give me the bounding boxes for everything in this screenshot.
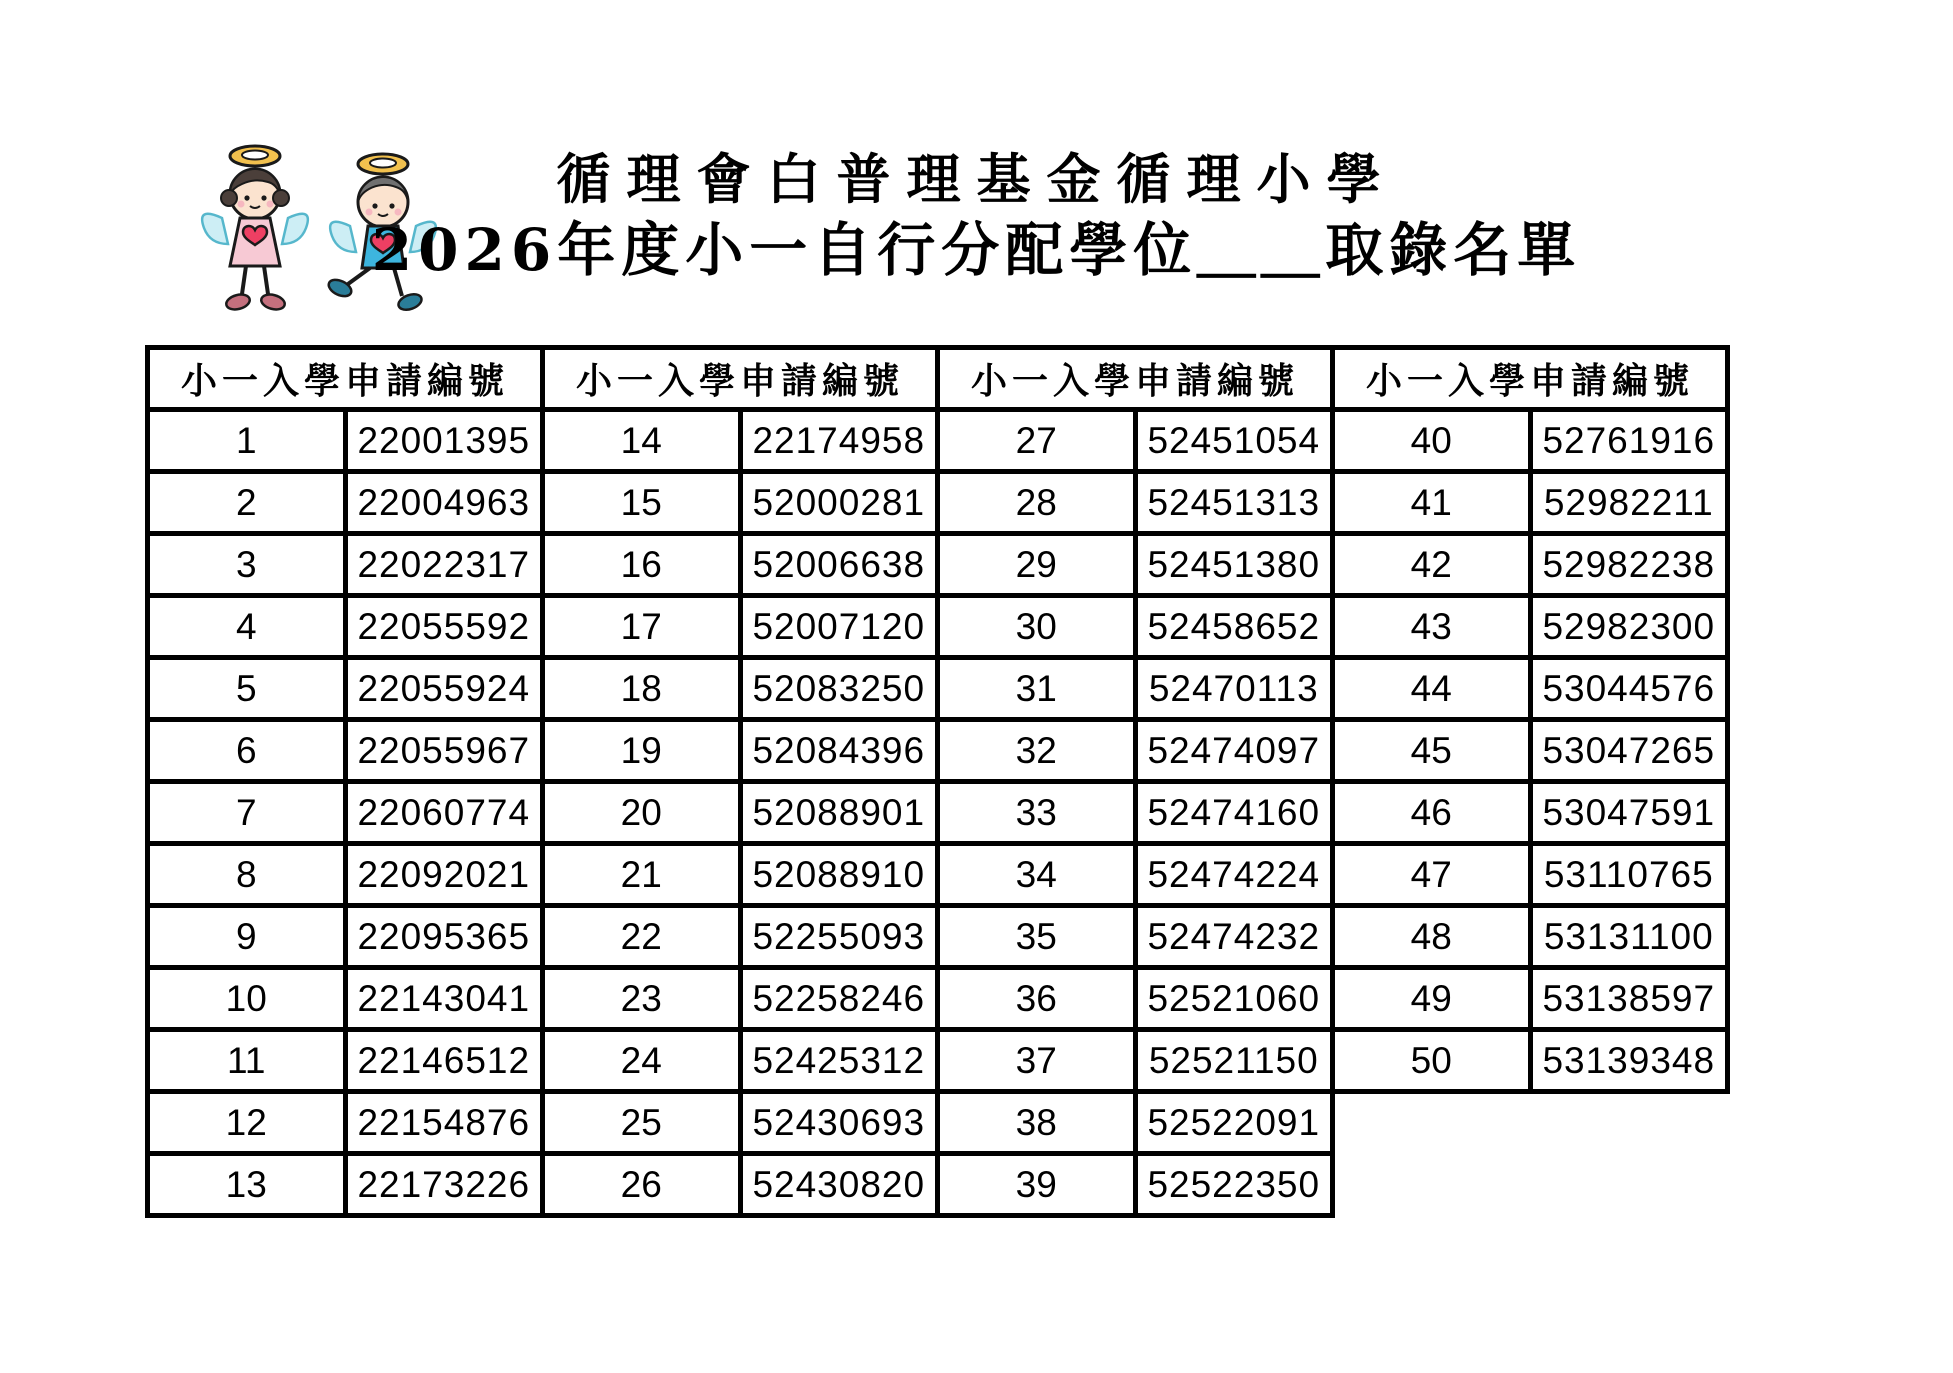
table-row bbox=[543, 1030, 938, 1092]
admission-table-group-2 bbox=[540, 345, 940, 1218]
serial-number-cell: 22 bbox=[543, 906, 741, 968]
table-row bbox=[148, 1154, 543, 1216]
application-number-cell: 53139348 bbox=[1530, 1030, 1728, 1092]
serial-number-cell: 31 bbox=[938, 658, 1136, 720]
table-row bbox=[938, 596, 1333, 658]
serial-number-cell: 21 bbox=[543, 844, 741, 906]
application-number-cell: 52521150 bbox=[1135, 1030, 1333, 1092]
table-row bbox=[1333, 410, 1728, 472]
application-number-cell: 22146512 bbox=[345, 1030, 543, 1092]
table-row bbox=[543, 1154, 938, 1216]
title-block bbox=[0, 147, 1953, 285]
table-row bbox=[148, 472, 543, 534]
table-row bbox=[148, 596, 543, 658]
table-row bbox=[148, 844, 543, 906]
application-number-cell: 52982238 bbox=[1530, 534, 1728, 596]
application-number-cell: 52430693 bbox=[740, 1092, 938, 1154]
table-row bbox=[1333, 906, 1728, 968]
table-row bbox=[938, 472, 1333, 534]
serial-number-cell: 47 bbox=[1333, 844, 1531, 906]
application-number-cell: 52982300 bbox=[1530, 596, 1728, 658]
serial-number-cell: 17 bbox=[543, 596, 741, 658]
table-row bbox=[148, 1030, 543, 1092]
application-number-cell: 52006638 bbox=[740, 534, 938, 596]
table-row bbox=[1333, 782, 1728, 844]
table-row bbox=[148, 534, 543, 596]
serial-number-cell: 32 bbox=[938, 720, 1136, 782]
application-number-cell: 22154876 bbox=[345, 1092, 543, 1154]
serial-number-cell: 14 bbox=[543, 410, 741, 472]
table-row bbox=[1333, 534, 1728, 596]
application-number-cell: 53110765 bbox=[1530, 844, 1728, 906]
application-number-cell: 52458652 bbox=[1135, 596, 1333, 658]
serial-number-cell: 38 bbox=[938, 1092, 1136, 1154]
application-number-cell: 52474232 bbox=[1135, 906, 1333, 968]
table-row bbox=[938, 1092, 1333, 1154]
serial-number-cell: 23 bbox=[543, 968, 741, 1030]
serial-number-cell: 13 bbox=[148, 1154, 346, 1216]
application-number-cell: 52474224 bbox=[1135, 844, 1333, 906]
application-number-cell: 22173226 bbox=[345, 1154, 543, 1216]
application-number-cell: 52451054 bbox=[1135, 410, 1333, 472]
table-row bbox=[543, 658, 938, 720]
page-title: 2026年度小一自行分配學位＿＿取錄名單 bbox=[371, 216, 1582, 285]
application-number-cell: 22060774 bbox=[345, 782, 543, 844]
table-row bbox=[148, 906, 543, 968]
serial-number-cell: 30 bbox=[938, 596, 1136, 658]
application-number-cell: 52470113 bbox=[1135, 658, 1333, 720]
table-row bbox=[148, 782, 543, 844]
application-number-cell: 52088910 bbox=[740, 844, 938, 906]
table-row bbox=[938, 534, 1333, 596]
serial-number-cell: 50 bbox=[1333, 1030, 1531, 1092]
table-row bbox=[1333, 658, 1728, 720]
application-number-cell: 52474097 bbox=[1135, 720, 1333, 782]
application-number-cell: 52088901 bbox=[740, 782, 938, 844]
serial-number-cell: 7 bbox=[148, 782, 346, 844]
application-number-cell: 53138597 bbox=[1530, 968, 1728, 1030]
table-row bbox=[938, 1154, 1333, 1216]
table-row bbox=[1333, 968, 1728, 1030]
application-number-cell: 52007120 bbox=[740, 596, 938, 658]
table-row bbox=[543, 720, 938, 782]
table-row bbox=[543, 410, 938, 472]
application-number-cell: 53047265 bbox=[1530, 720, 1728, 782]
table-row bbox=[938, 1030, 1333, 1092]
application-number-cell: 22092021 bbox=[345, 844, 543, 906]
serial-number-cell: 37 bbox=[938, 1030, 1136, 1092]
application-number-cell: 53044576 bbox=[1530, 658, 1728, 720]
application-number-cell: 22174958 bbox=[740, 410, 938, 472]
application-number-cell: 52761916 bbox=[1530, 410, 1728, 472]
table-row bbox=[938, 410, 1333, 472]
serial-number-cell: 11 bbox=[148, 1030, 346, 1092]
serial-number-cell: 19 bbox=[543, 720, 741, 782]
table-row bbox=[938, 658, 1333, 720]
application-number-cell: 22022317 bbox=[345, 534, 543, 596]
table-row bbox=[543, 844, 938, 906]
admission-table bbox=[145, 345, 1730, 1218]
application-number-cell: 52084396 bbox=[740, 720, 938, 782]
application-number-cell: 22095365 bbox=[345, 906, 543, 968]
serial-number-cell: 39 bbox=[938, 1154, 1136, 1216]
application-number-cell: 53047591 bbox=[1530, 782, 1728, 844]
serial-number-cell: 42 bbox=[1333, 534, 1531, 596]
serial-number-cell: 33 bbox=[938, 782, 1136, 844]
serial-number-cell: 46 bbox=[1333, 782, 1531, 844]
application-number-cell: 52430820 bbox=[740, 1154, 938, 1216]
admission-table-group-3 bbox=[935, 345, 1335, 1218]
admission-table-group-4 bbox=[1330, 345, 1730, 1094]
table-row bbox=[148, 968, 543, 1030]
application-number-cell: 22001395 bbox=[345, 410, 543, 472]
serial-number-cell: 8 bbox=[148, 844, 346, 906]
table-row bbox=[148, 410, 543, 472]
application-number-cell: 22055967 bbox=[345, 720, 543, 782]
serial-number-cell: 16 bbox=[543, 534, 741, 596]
serial-number-cell: 12 bbox=[148, 1092, 346, 1154]
table-row bbox=[543, 1092, 938, 1154]
admission-table-group-1 bbox=[145, 345, 545, 1218]
serial-number-cell: 41 bbox=[1333, 472, 1531, 534]
serial-number-cell: 6 bbox=[148, 720, 346, 782]
application-number-cell: 52255093 bbox=[740, 906, 938, 968]
serial-number-cell: 34 bbox=[938, 844, 1136, 906]
table-row bbox=[148, 1092, 543, 1154]
table-row bbox=[1333, 472, 1728, 534]
table-row bbox=[543, 968, 938, 1030]
table-row bbox=[1333, 596, 1728, 658]
serial-number-cell: 35 bbox=[938, 906, 1136, 968]
application-number-cell: 52451313 bbox=[1135, 472, 1333, 534]
application-number-cell: 53131100 bbox=[1530, 906, 1728, 968]
serial-number-cell: 24 bbox=[543, 1030, 741, 1092]
serial-number-cell: 18 bbox=[543, 658, 741, 720]
serial-number-cell: 27 bbox=[938, 410, 1136, 472]
serial-number-cell: 3 bbox=[148, 534, 346, 596]
serial-number-cell: 5 bbox=[148, 658, 346, 720]
column-header-application-number: 小一入學申請編號 bbox=[938, 348, 1333, 410]
column-header-application-number: 小一入學申請編號 bbox=[1333, 348, 1728, 410]
serial-number-cell: 49 bbox=[1333, 968, 1531, 1030]
application-number-cell: 52982211 bbox=[1530, 472, 1728, 534]
serial-number-cell: 36 bbox=[938, 968, 1136, 1030]
table-row bbox=[938, 906, 1333, 968]
table-row bbox=[1333, 720, 1728, 782]
table-row bbox=[938, 782, 1333, 844]
table-row bbox=[543, 782, 938, 844]
table-row bbox=[543, 472, 938, 534]
table-row bbox=[1333, 844, 1728, 906]
column-header-application-number: 小一入學申請編號 bbox=[543, 348, 938, 410]
serial-number-cell: 43 bbox=[1333, 596, 1531, 658]
application-number-cell: 22004963 bbox=[345, 472, 543, 534]
application-number-cell: 52451380 bbox=[1135, 534, 1333, 596]
table-row bbox=[543, 534, 938, 596]
serial-number-cell: 26 bbox=[543, 1154, 741, 1216]
serial-number-cell: 45 bbox=[1333, 720, 1531, 782]
application-number-cell: 22055592 bbox=[345, 596, 543, 658]
serial-number-cell: 29 bbox=[938, 534, 1136, 596]
serial-number-cell: 4 bbox=[148, 596, 346, 658]
table-row bbox=[938, 720, 1333, 782]
table-row bbox=[938, 968, 1333, 1030]
serial-number-cell: 48 bbox=[1333, 906, 1531, 968]
serial-number-cell: 25 bbox=[543, 1092, 741, 1154]
application-number-cell: 52474160 bbox=[1135, 782, 1333, 844]
application-number-cell: 52425312 bbox=[740, 1030, 938, 1092]
application-number-cell: 52083250 bbox=[740, 658, 938, 720]
application-number-cell: 22143041 bbox=[345, 968, 543, 1030]
table-row bbox=[543, 596, 938, 658]
serial-number-cell: 20 bbox=[543, 782, 741, 844]
table-row bbox=[543, 906, 938, 968]
column-header-application-number: 小一入學申請編號 bbox=[148, 348, 543, 410]
table-row bbox=[148, 720, 543, 782]
table-row bbox=[148, 658, 543, 720]
application-number-cell: 22055924 bbox=[345, 658, 543, 720]
application-number-cell: 52521060 bbox=[1135, 968, 1333, 1030]
table-row bbox=[938, 844, 1333, 906]
table-row bbox=[1333, 1030, 1728, 1092]
serial-number-cell: 15 bbox=[543, 472, 741, 534]
application-number-cell: 52000281 bbox=[740, 472, 938, 534]
application-number-cell: 52258246 bbox=[740, 968, 938, 1030]
application-number-cell: 52522350 bbox=[1135, 1154, 1333, 1216]
serial-number-cell: 28 bbox=[938, 472, 1136, 534]
serial-number-cell: 10 bbox=[148, 968, 346, 1030]
serial-number-cell: 9 bbox=[148, 906, 346, 968]
serial-number-cell: 44 bbox=[1333, 658, 1531, 720]
school-name: 循理會白普理基金循理小學 bbox=[556, 147, 1397, 211]
serial-number-cell: 2 bbox=[148, 472, 346, 534]
application-number-cell: 52522091 bbox=[1135, 1092, 1333, 1154]
serial-number-cell: 1 bbox=[148, 410, 346, 472]
serial-number-cell: 40 bbox=[1333, 410, 1531, 472]
